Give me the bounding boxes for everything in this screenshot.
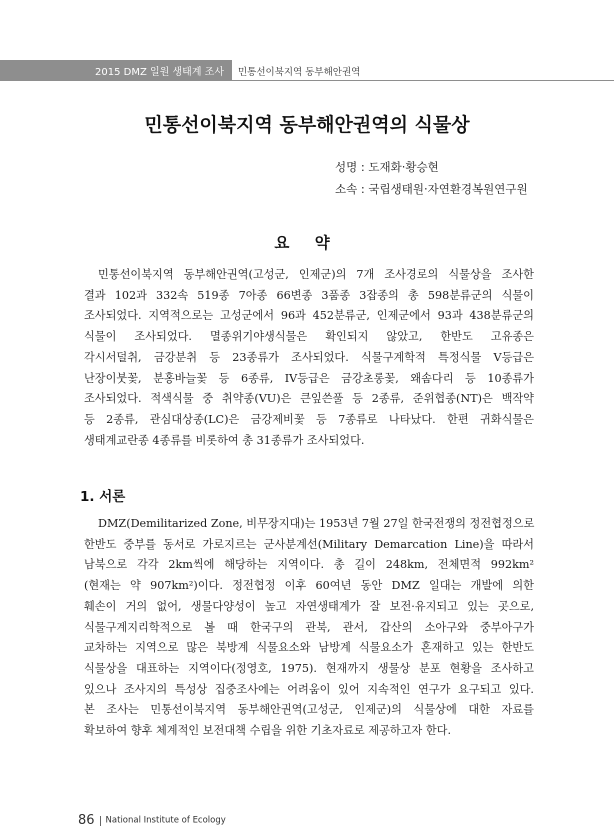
page-footer	[78, 810, 226, 829]
intro-line: (현재는 약 907km²)이다. 정전협정 이후 60여년 동안 DMZ 일대는 개발에 의한	[84, 579, 534, 593]
author-names: 성명 : 도재화·황승현	[335, 160, 439, 174]
intro-line: DMZ(Demilitarized Zone, 비무장지대)는 1953년 7월 27일 한국전쟁의 정전협정으로	[98, 517, 535, 530]
section-heading-introduction: 1. 서론	[80, 489, 126, 505]
intro-line: 있으나 조사지의 특성상 집중조사에는 어려움이 있어 지속적인 연구가 요구되고 있다.	[84, 682, 534, 696]
abstract-line: 민통선이북지역 동부해안권역(고성군, 인제군)의 7개 조사경로의 식물상을 조사한	[98, 268, 534, 281]
intro-line: 교차하는 지역으로 많은 북방계 식물요소와 남방계 식물요소가 혼재하고 있는 한반도	[84, 641, 534, 655]
intro-line: 한반도 중부를 동서로 가로지르는 군사분계선(Military Demarcation Line)을 따라서	[84, 537, 534, 551]
header-rule	[0, 80, 614, 81]
intro-line: 훼손이 거의 없어, 생물다양성이 높고 자연생태계가 잘 보전·유지되고 있는 곳으로,	[84, 599, 534, 613]
footer-institution: National Institute of Ecology	[105, 815, 226, 826]
intro-line: 식물구계지리학적으로 볼 때 한국구의 관북, 관서, 갑산의 소아구와 중부아구가	[84, 620, 534, 634]
intro-line: 확보하여 향후 체계적인 보전대책 수립을 위한 기초자료로 제공하고자 한다.	[84, 724, 452, 738]
series-label-box	[0, 60, 232, 80]
abstract-line: 난장이붓꽃, 분홍바늘꽃 등 6종류, IV등급은 금강초롱꽃, 왜솜다리 등 10종류가	[84, 371, 534, 385]
page-number: 86	[78, 813, 95, 828]
intro-line: 본 조사는 민통선이북지역 동부해안권역(고성군, 인제군)의 식물상에 대한 자료를	[84, 703, 534, 717]
running-header	[0, 60, 614, 80]
introduction-body	[84, 514, 534, 742]
author-affiliation: 소속 : 국립생태원·자연환경복원연구원	[335, 182, 528, 196]
abstract-body	[84, 265, 534, 451]
series-label: 2015 DMZ 일원 생태계 조사	[95, 67, 224, 78]
abstract-line: 등 2종류, 관심대상종(LC)은 금강제비꽃 등 7종류로 나타났다. 한편 귀화식물은	[84, 412, 534, 426]
abstract-line: 생태계교란종 4종류를 비롯하여 총 31종류가 조사되었다.	[84, 433, 365, 447]
abstract-line: 각시서덜취, 금강분취 등 23종류가 조사되었다. 식물구계학적 특정식물 V등급은	[84, 350, 534, 364]
abstract-line: 조사되었다. 지역적으로는 고성군에서 96과 452분류군, 인제군에서 93과 438분류군의	[84, 309, 534, 323]
abstract-line: 결과 102과 332속 519종 7아종 66변종 3품종 3잡종의 총 598분류군의 식물이	[84, 288, 534, 302]
paper-title: 민통선이북지역 동부해안권역의 식물상	[144, 114, 470, 136]
abstract-line: 조사되었다. 적색식물 중 취약종(VU)은 큰잎쓴풀 등 2종류, 준위협종(NT)은 백작약	[84, 392, 534, 406]
abstract-heading: 요 약	[274, 234, 340, 252]
footer-divider	[100, 816, 101, 826]
abstract-line: 식물이 조사되었다. 멸종위기야생식물은 확인되지 않았고, 한반도 고유종은	[84, 330, 534, 344]
intro-line: 식물상을 대표하는 지역이다(정영호, 1975). 현재까지 생물상 분포 현황을 조사하고	[84, 661, 534, 675]
running-subtitle: 민통선이북지역 동부해안권역	[238, 67, 361, 78]
intro-line: 남북으로 각각 2km씩에 해당하는 지역이다. 총 길이 248km, 전체면적 992km²	[84, 558, 534, 572]
